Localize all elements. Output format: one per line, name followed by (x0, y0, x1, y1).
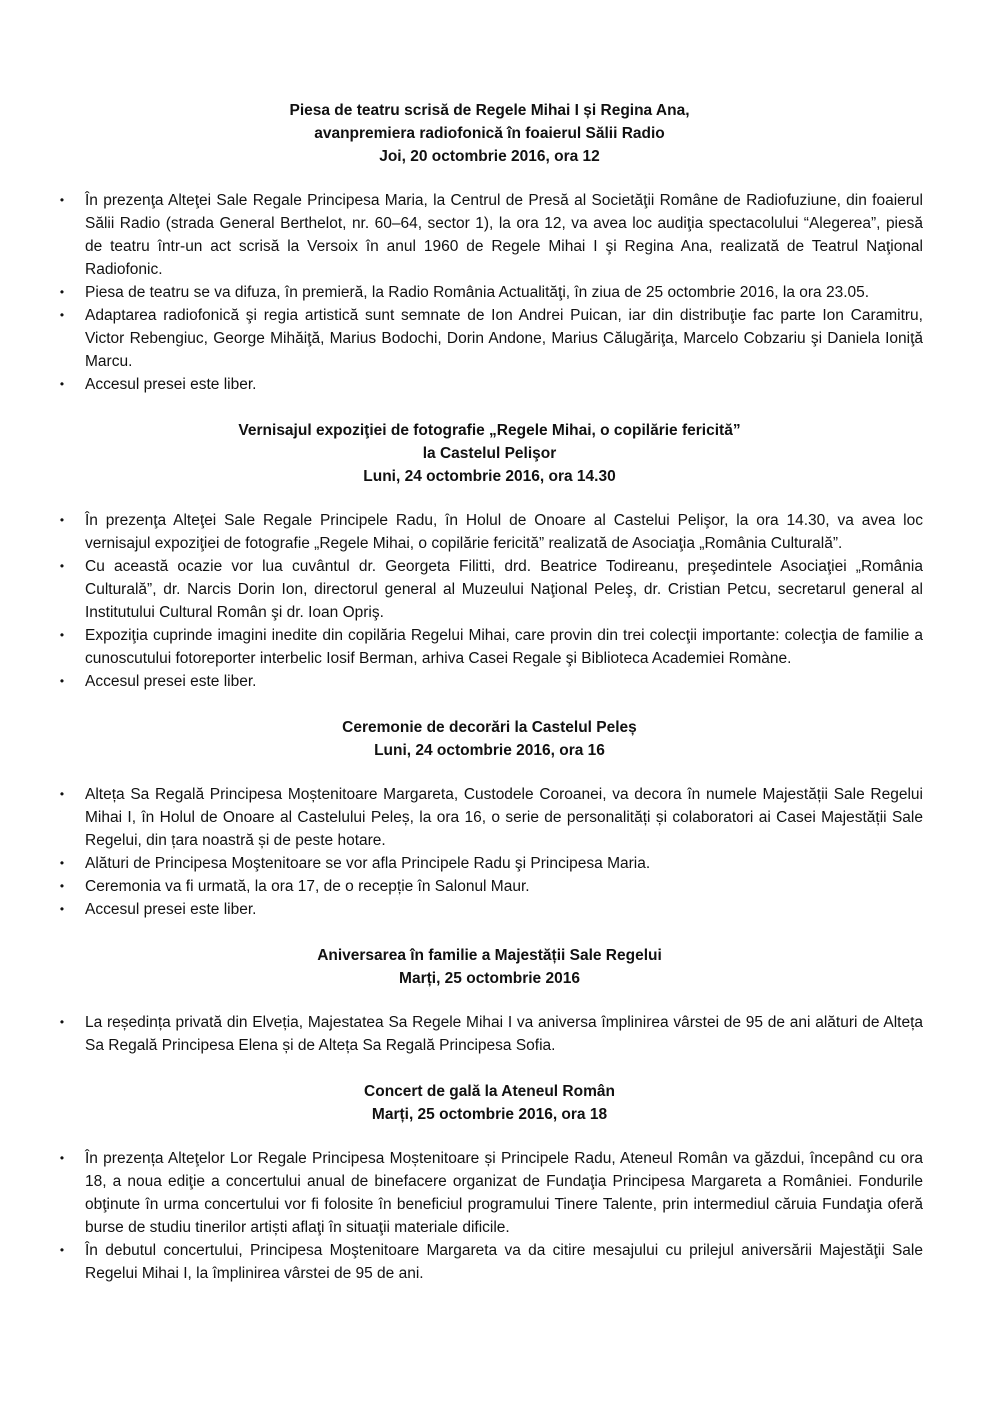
bullet-list (56, 189, 923, 396)
heading-line: Concert de gală la Ateneul Român (364, 1083, 615, 1100)
list-item-text: Alteța Sa Regală Principesa Moștenitoare Margareta, Custodele Coroanei, va decora în numele Majestății Sale Regelui Mihai I, în Holul de Onoare al Castelului Peleș, la ora 16, o serie de personalități și colaboratori ai Casei Majestății Sale Regelui, din țara noastră și de peste hotare. (85, 786, 923, 849)
list-item-text: Accesul presei este liber. (85, 673, 257, 690)
heading-line: Joi, 20 octombrie 2016, ora 12 (379, 148, 600, 165)
heading-line: Ceremonie de decorări la Castelul Peleș (342, 719, 637, 736)
list-item (56, 1239, 923, 1285)
heading-line: la Castelul Pelişor (422, 445, 557, 462)
list-item (56, 670, 923, 693)
bullet-icon: • (59, 787, 65, 801)
bullet-icon: • (59, 902, 65, 916)
section-heading (56, 944, 923, 990)
bullet-icon: • (59, 308, 65, 322)
list-item-text: Expoziţia cuprinde imagini inedite din copilăria Regelui Mihai, care provin din trei colecţii importante: colecţia de familie a cunoscutului fotoreporter interbelic Iosif Berman, arhiva Casei Regale şi Biblioteca Academiei Romàne. (85, 627, 923, 667)
heading-line: Aniversarea în familie a Majestății Sale Regelui (317, 947, 662, 964)
list-item-text: Alături de Principesa Moştenitoare se vor afla Principele Radu şi Principesa Maria. (85, 855, 651, 872)
bullet-list (56, 1011, 923, 1057)
bullet-icon: • (59, 879, 65, 893)
list-item-text: Piesa de teatru se va difuza, în premieră, la Radio România Actualităţi, în ziua de 25 octombrie 2016, la ora 23.05. (85, 284, 870, 301)
section-heading (56, 419, 923, 488)
heading-line: avanpremiera radiofonică în foaierul Sălii Radio (314, 125, 665, 142)
event-section-radio-play (56, 99, 923, 396)
list-item-text: În debutul concertului, Principesa Moştenitoare Margareta va da citire mesajului cu prilejul aniversării Majestăţii Sale Regelui Mihai I, la împlinirea vârstei de 95 de ani. (85, 1242, 923, 1282)
bullet-list (56, 783, 923, 921)
heading-line: Marți, 25 octombrie 2016 (399, 970, 580, 987)
list-item (56, 189, 923, 281)
list-item (56, 898, 923, 921)
list-item (56, 281, 923, 304)
list-item-text: Accesul presei este liber. (85, 376, 257, 393)
list-item-text: La reședința privată din Elveția, Majestatea Sa Regele Mihai I va aniversa împlinirea vârstei de 95 de ani alături de Alteța Sa Regală Principesa Elena și de Alteța Sa Regală Principesa Sofia. (85, 1014, 923, 1054)
bullet-icon: • (59, 1243, 65, 1257)
list-item (56, 304, 923, 373)
bullet-icon: • (59, 674, 65, 688)
list-item (56, 509, 923, 555)
section-heading (56, 716, 923, 762)
list-item (56, 1011, 923, 1057)
bullet-icon: • (59, 513, 65, 527)
list-item (56, 875, 923, 898)
list-item-text: Adaptarea radiofonică şi regia artistică sunt semnate de Ion Andrei Puican, iar din distribuţie fac parte Ion Caramitru, Victor Rebengiuc, George Mihăiţă, Marius Bodochi, Dorin Andone, Marius Călugăriţa, Marcelo Cobzariu şi Daniela Ioniţă Marcu. (85, 307, 923, 370)
list-item (56, 1147, 923, 1239)
bullet-icon: • (59, 628, 65, 642)
heading-line: Vernisajul expoziţiei de fotografie „Regele Mihai, o copilărie fericită” (238, 422, 741, 439)
bullet-icon: • (59, 377, 65, 391)
section-heading (56, 99, 923, 168)
list-item (56, 373, 923, 396)
heading-line: Luni, 24 octombrie 2016, ora 16 (374, 742, 605, 759)
bullet-icon: • (59, 1151, 65, 1165)
bullet-icon: • (59, 856, 65, 870)
bullet-icon: • (59, 193, 65, 207)
bullet-icon: • (59, 285, 65, 299)
heading-line: Luni, 24 octombrie 2016, ora 14.30 (363, 468, 616, 485)
event-section-photo-exhibition (56, 419, 923, 693)
list-item-text: În prezenţa Alteţei Sale Regale Principesa Maria, la Centrul de Presă al Societăţii Române de Radiofuziune, din foaierul Sălii Radio (strada General Berthelot, nr. 60–64, sector 1), la ora 12, va avea loc audiţia spectacolului “Alegerea”, piesă de teatru într-un act scrisă la Versoix în anul 1960 de Regele Mihai I şi Regina Ana, realizată de Teatrul Naţional Radiofonic. (85, 192, 923, 278)
event-section-gala-concert (56, 1080, 923, 1285)
list-item-text: Accesul presei este liber. (85, 901, 257, 918)
bullet-list (56, 509, 923, 693)
list-item (56, 624, 923, 670)
list-item-text: În prezenţa Alteţei Sale Regale Principele Radu, în Holul de Onoare al Castelui Pelişor, la ora 14.30, va avea loc vernisajul expoziţiei de fotografie „Regele Mihai, o copilărie fericită” realizată de Asociaţia „România Culturală”. (85, 512, 923, 552)
list-item-text: În prezența Alteţelor Lor Regale Principesa Moștenitoare și Principele Radu, Ateneul Român va găzdui, începând cu ora 18, a noua ediţie a concertului anual de binefacere organizat de Fundaţia Principesa Margareta a României. Fondurile obţinute în urma concertului vor fi folosite în beneficiul programului Tinere Talente, prin intermediul căruia Fundaţia oferă burse de studiu tinerilor artiști aflaţi în situaţii materiale dificile. (85, 1150, 923, 1236)
list-item (56, 783, 923, 852)
bullet-list (56, 1147, 923, 1285)
list-item (56, 555, 923, 624)
list-item (56, 852, 923, 875)
press-document (56, 99, 923, 1308)
heading-line: Marți, 25 octombrie 2016, ora 18 (371, 1106, 608, 1123)
event-section-decorations (56, 716, 923, 921)
list-item-text: Cu această ocazie vor lua cuvântul dr. Georgeta Filitti, drd. Beatrice Todireanu, preşedintele Asociaţiei „România Culturală”, dr. Narcis Dorin Ion, directorul general al Muzeului Naţional Peleş, dr. Cristian Petcu, secretarul general al Institutului Cultural Român şi dr. Ioan Opriş. (85, 558, 923, 621)
bullet-icon: • (59, 1015, 65, 1029)
section-heading (56, 1080, 923, 1126)
heading-line: Piesa de teatru scrisă de Regele Mihai I și Regina Ana, (289, 102, 690, 119)
event-section-family-anniversary (56, 944, 923, 1057)
list-item-text: Ceremonia va fi urmată, la ora 17, de o recepție în Salonul Maur. (85, 878, 530, 895)
bullet-icon: • (59, 559, 65, 573)
